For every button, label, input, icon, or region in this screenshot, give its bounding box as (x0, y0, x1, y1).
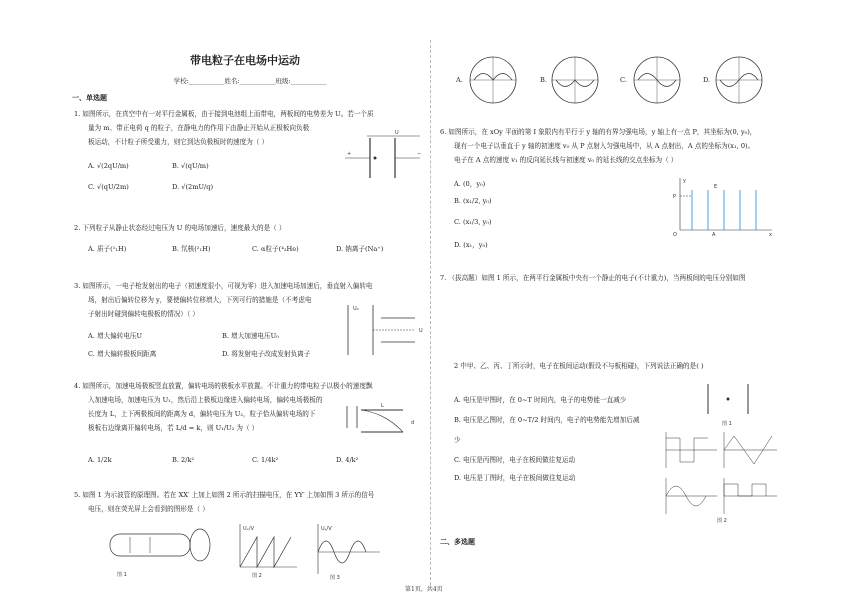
q4-option-d: D. 4/k² (336, 456, 359, 464)
q2-option-b: B. 氘核(²₁H) (172, 245, 211, 253)
q6-line1: 6. 如图所示，在 xOy 平面的第 I 象限内有平行于 y 轴的有界匀强电场，y 轴上有一点 P，其坐标为(0, y₀)， (440, 128, 757, 136)
q3-line3: 子射出时碰到偏转电极板的情况）（ ） (88, 310, 199, 318)
q5-option-c: C. (620, 76, 627, 84)
q3-fig-u0-label: U₀ (353, 306, 359, 312)
q7-fig1-caption: 图 1 (722, 421, 732, 427)
q5-fig2-caption: 图 2 (252, 573, 262, 579)
q6-option-c: C. (x₁/3, y₀) (454, 218, 492, 226)
q1-option-c: C. √(qU/2m) (88, 183, 129, 191)
q5-signal-voltage-graph (310, 522, 385, 580)
q4-line1: 4. 如图所示，加速电场极板竖直放置，偏转电场的极板水平放置。不计重力的带电粒子以极小的速度飘 (74, 382, 373, 390)
q3-option-c: C. 增大偏转极板间距离 (88, 350, 157, 358)
q1-line1: 1. 如图所示，在真空中有一对平行金属板，由于接到电池组上而带电，两板间的电势差为 U。若一个质 (74, 110, 374, 118)
q5-screen-option-a (468, 55, 518, 105)
q3-electron-gun-figure (345, 300, 430, 360)
q4-fig-l-label: L (381, 403, 384, 409)
q3-line1: 3. 如图所示，一电子枪发射出的电子（初速度很小，可视为零）进入加速电场加速后，垂直射入偏转电 (74, 282, 373, 290)
q4-option-a: A. 1/2k (88, 456, 112, 464)
q5-line1: 5. 如图 1 为示波管的原理图。若在 XX′ 上加上如图 2 所示的扫描电压，在 YY′ 上加如图 3 所示的信号 (74, 491, 375, 499)
q7-fig2-voltage-graphs (662, 428, 782, 523)
q5-sweep-voltage-graph (232, 522, 302, 580)
column-divider (430, 40, 431, 585)
q4-line3: 长度为 L，上下两极板间的距离为 d，偏转电压为 U₂，粒子恰从偏转电场的下 (88, 410, 316, 418)
q4-line4: 极板右边缘离开偏转电场，若 L/d = k，则 U₁/U₂ 为（ ） (88, 424, 259, 432)
q6-fig-x-label: x (769, 232, 772, 238)
q1-option-b: B. √(qU/m) (172, 162, 209, 170)
page-title: 带电粒子在电场中运动 (190, 54, 300, 67)
q6-line3: 电子在 A 点的速度 v₁ 的反向延长线与初速度 v₀ 的延长线的交点坐标为（ ） (454, 156, 678, 164)
q3-fig-u-label: U (419, 328, 423, 334)
q6-fig-p-label: P (673, 194, 677, 200)
section-multiple-choice: 二、多选题 (440, 538, 475, 546)
q6-option-a: A. (0，y₀) (454, 180, 486, 188)
q7-line2: 2 中甲、乙、丙、丁所示时，电子在板间运动(假设不与板相碰)，下列说法正确的是( ) (454, 362, 704, 370)
q5-option-b: B. (540, 76, 547, 84)
q7-option-b: B. 电压是乙图时，在 0~T/2 时间内，电子的电势能先增加后减 (454, 416, 640, 424)
q5-screen-option-c (632, 55, 682, 105)
q5-uy-label: Uᵧ/V (321, 526, 332, 532)
q2-option-c: C. α粒子(⁴₂He) (252, 245, 299, 253)
student-info-line: 学校:___________姓名:___________班级:___________ (173, 77, 327, 85)
q2-option-a: A. 质子(¹₁H) (88, 245, 127, 253)
q3-option-b: B. 增大加速电压U₀ (222, 332, 279, 340)
q1-line2: 量为 m、带正电荷 q 的粒子，在静电力的作用下由静止开始从正极板向负极 (88, 124, 310, 132)
q7-option-a: A. 电压是甲图时，在 0~T 时间内，电子的电势能一直减少 (454, 396, 627, 404)
q1-option-a: A. √(2qU/m) (88, 162, 129, 170)
q6-option-d: D. (x₁，y₀) (454, 241, 488, 249)
q6-fig-e-label: E (714, 184, 718, 190)
svg-text:−: − (417, 151, 422, 157)
svg-text:+: + (347, 151, 352, 157)
q5-ux-label: Uₓ/V (243, 526, 254, 532)
q5-fig3-caption: 图 3 (330, 575, 340, 581)
q4-fig-d-label: d (411, 420, 415, 426)
q1-capacitor-figure (345, 128, 435, 188)
q6-option-b: B. (x₁/2, y₀) (454, 197, 492, 205)
q6-fig-y-label: y (683, 178, 686, 184)
q7-line1: 7. （拔高题）如图 1 所示，在两平行金属板中央有一个静止的电子(不计重力)，当两板间的电压分别如图 (440, 274, 746, 282)
q6-line2: 现有一个电子以垂直于 y 轴的初速度 v₀ 从 P 点射入匀强电场中，从 A 点射出，A 点的坐标为(x₁, 0)。 (454, 142, 755, 150)
q3-option-a: A. 增大偏转电压U (88, 332, 143, 340)
q5-screen-option-b (550, 55, 600, 105)
q6-fig-o-label: O (673, 232, 677, 238)
q1-line3: 板运动，不计粒子所受重力，则它到达负极板时的速度为（ ） (88, 138, 269, 146)
q2-line1: 2. 下列粒子从静止状态经过电压为 U 的电场加速后，速度最大的是（ ） (74, 224, 286, 232)
q6-fig-a-label: A (712, 232, 716, 238)
q7-option-b-cont: 少 (454, 436, 461, 444)
q4-option-b: B. 2/k² (172, 456, 195, 464)
q5-oscilloscope-figure (105, 522, 225, 580)
q5-option-a: A. (456, 76, 463, 84)
q7-fig2-caption: 图 2 (717, 518, 727, 524)
q7-option-c: C. 电压是丙图时，电子在板间做往复运动 (454, 456, 576, 464)
q4-deflection-figure (345, 398, 425, 443)
q5-fig1-caption: 图 1 (117, 572, 127, 578)
q3-line2: 场，射出后偏转位移为 y，要使偏转位移增大，下列可行的措施是（不考虑电 (88, 296, 312, 304)
q3-option-d: D. 将发射电子改成发射负离子 (222, 350, 311, 358)
q6-field-figure (672, 176, 777, 236)
page-footer: 第1页，共4页 (405, 586, 443, 593)
q2-option-d: D. 钠离子(Na⁺) (336, 245, 384, 253)
q4-option-c: C. 1/4k² (252, 456, 279, 464)
q5-line2: 电压，则在荧光屏上会看到的图形是（ ） (88, 505, 209, 513)
q5-option-d: D. (703, 76, 711, 84)
section-single-choice: 一、单选题 (72, 94, 107, 102)
q5-screen-option-d (714, 55, 764, 105)
q1-option-d: D. √(2mU/q) (172, 183, 214, 191)
q7-option-d: D. 电压是丁图时，电子在板间做往复运动 (454, 474, 576, 482)
q7-fig1-plates (700, 380, 760, 428)
q1-fig-u-label: U (395, 130, 399, 136)
q4-line2: 入加速电场，加速电压为 U₁，然后沿上极板边缘进入偏转电场，偏转电场极板的 (88, 396, 323, 404)
